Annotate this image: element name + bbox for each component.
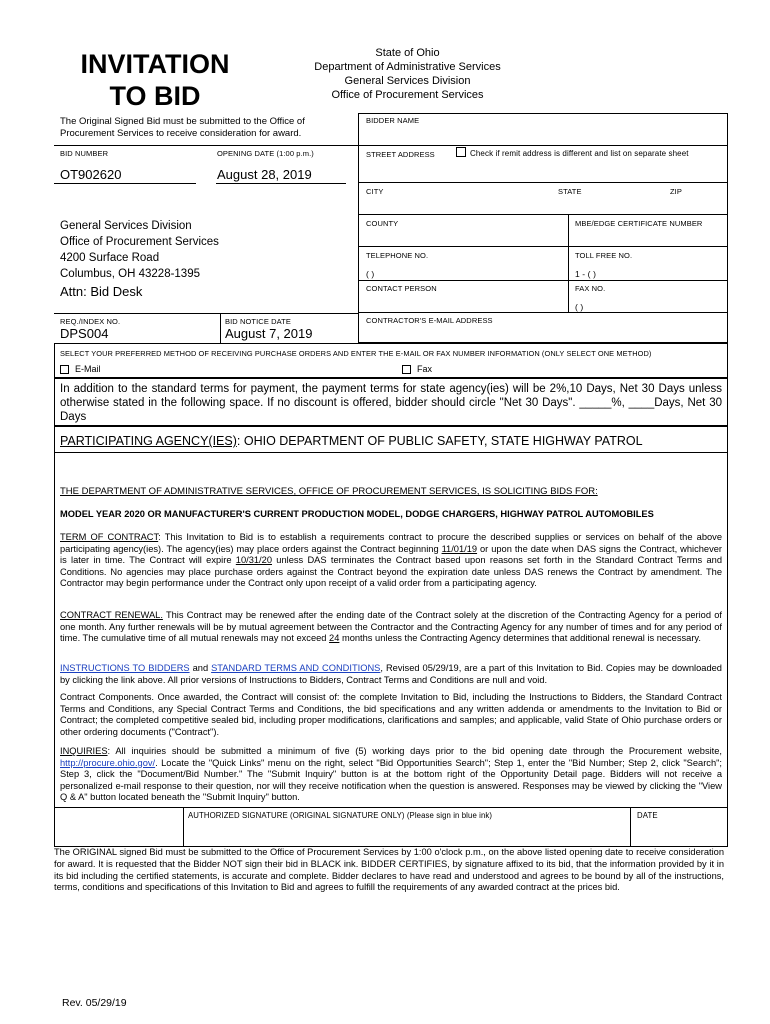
footer-certification: The ORIGINAL signed Bid must be submitted to the Office of Procurement Services by 1:00 o'clock p.m., on the above listed opening date to receive consideration for award. It is requested that the Bidder NOT sign their bid in BLACK ink. BIDDER CERTIFIES, by signature affixed to its bid, that the information provided by it in its bid including the certified statements, is accurate and complete. Bidder declares to have read and understood and agrees to be bound by all of the instructions, terms, conditions and specifications of this Invitation to Bid and agrees to fulfill the requirements of any awarded contract at the prices bid.	[54, 847, 724, 893]
renewal-text-2: months unless the Contracting Agency determines that additional renewal is necessary.	[339, 633, 701, 644]
state-label: STATE	[558, 187, 582, 196]
contact-person-field[interactable]	[362, 293, 564, 310]
renewal-months: 24	[329, 633, 340, 644]
model-description: MODEL YEAR 2020 OR MANUFACTURER'S CURRENT PRODUCTION MODEL, DODGE CHARGERS, HIGHWAY PATROL AUTOMOBILES	[60, 509, 654, 519]
bid-number: OT902620	[60, 167, 122, 182]
participating-agencies	[60, 434, 643, 448]
instructions-paragraph	[60, 663, 722, 686]
term-start-date: 11/01/19	[441, 543, 478, 554]
renewal-heading: CONTRACT RENEWAL.	[60, 610, 163, 620]
toll-free-field[interactable]: 1 - ( )	[575, 269, 597, 279]
term-text-3: unless DAS terminates the Contract based upon reasons set forth in the Standard Contract Terms and Conditions. No agencies may place purchase orders against the Contract beyond the expiration date unless DAS renews the Contract by amendment. The Contractor may begin performance under the Contract only upon receipt of a valid order from a participating agency.	[60, 555, 722, 589]
mbe-label: MBE/EDGE CERTIFICATE NUMBER	[575, 219, 703, 228]
toll-free-label: TOLL FREE NO.	[575, 251, 633, 260]
term-end-date: 10/31/20	[235, 555, 272, 566]
county-label: COUNTY	[366, 219, 399, 228]
contract-renewal	[60, 610, 722, 645]
contact-person-label: CONTACT PERSON	[366, 284, 437, 293]
renewal-text-1: This Contract may be renewed after the ending date of the Contract solely at the discretion of the Contracting Agency for a period of one month. Any further renewals will be by mutual agreement between the Contractor and the Contracting Agency for any number of times and for any period of time. The cumulative time of all mutual renewals may not exceed	[60, 610, 722, 644]
term-of-contract	[60, 532, 722, 590]
address-line-4: Columbus, OH 43228-1395	[60, 268, 200, 280]
date-label: DATE	[637, 811, 658, 820]
agency-line-3: General Services Division	[344, 75, 471, 87]
inquiries-text-2: . Locate the "Quick Links" menu on the right, select "Bid Opportunities Search"; Step 1, enter the "Bid Number; Step 2, click "Search"; Step 3, click the "Document/Bid Number." The "Submit Inquiry" button is at the bottom right of the Opportunity Detail page. Bidders will not receive a personalized e-mail response to their question, nor will they receive notification when the question is answered. Responses may be viewed by clicking the "View Q & A" button located beneath the "Submit Inquiry" button.	[60, 757, 722, 803]
fax-option[interactable]	[402, 364, 432, 374]
mbe-field[interactable]	[572, 228, 724, 244]
req-index-value: DPS004	[60, 326, 109, 341]
county-field[interactable]	[362, 228, 564, 244]
opening-date-label: OPENING DATE (1:00 p.m.)	[217, 149, 314, 158]
address-line-1: General Services Division	[60, 220, 192, 232]
email-option[interactable]	[60, 364, 101, 374]
contract-components: Contract Components. Once awarded, the Contract will consist of: the complete Invitation to Bid, including the Instructions to Bidders, the Standard Contract Terms and Conditions, any Special Contract Terms and Conditions, the bid specifications and any written addenda or amendments to the Invitation to Bid or Contract; the completed competitive sealed bid, including proper modifications, clarifications and samples; and applicable, valid State of Ohio purchase orders or other ordering documents ("Contract").	[60, 692, 722, 737]
bid-notice-date: August 7, 2019	[225, 326, 313, 341]
instructions-text: , Revised 05/29/19, are a part of this Invitation to Bid. Copies may be downloaded by clicking the link above. All prior versions of Instructions to Bidders, Contract Terms and Conditions are null and void.	[60, 663, 722, 685]
req-index-label: REQ./INDEX NO.	[60, 317, 121, 326]
agency-line-2: Department of Administrative Services	[314, 61, 501, 73]
title-line-1: INVITATION	[80, 49, 230, 79]
bid-notice-label: BID NOTICE DATE	[225, 317, 291, 326]
instructions-link[interactable]: INSTRUCTIONS TO BIDDERS	[60, 663, 190, 673]
bidder-name-label: BIDDER NAME	[366, 116, 420, 125]
inquiries-text-1: : All inquiries should be submitted a minimum of five (5) working days prior to the bid opening date through the Procurement website,	[107, 746, 722, 756]
address-line-3: 4200 Surface Road	[60, 252, 160, 264]
participating-value: OHIO DEPARTMENT OF PUBLIC SAFETY, STATE HIGHWAY PATROL	[243, 434, 643, 448]
email-checkbox[interactable]	[60, 365, 69, 374]
opening-date: August 28, 2019	[217, 167, 312, 182]
remit-label: Check if remit address is different and list on separate sheet	[470, 149, 689, 158]
term-text-1: : This Invitation to Bid is to establish a requirements contract to procure the described supplies or services on behalf of the above participating agency(ies). The agency(ies) may place orders against the Contract beginning	[60, 532, 722, 554]
procure-website-link[interactable]: http://procure.ohio.gov/	[60, 757, 156, 768]
agency-line-1: State of Ohio	[375, 47, 440, 59]
title-line-2: TO BID	[109, 81, 201, 111]
fax-option-label: Fax	[417, 364, 433, 374]
payment-terms: In addition to the standard terms for payment, the payment terms for state agency(ies) will be 2%,10 Days, Net 30 Days unless otherwise stated in the following space. If no discount is offered, bidder should circle "Net 30 Days". _____%, ____Days, Net 30 Days	[60, 383, 722, 423]
remit-checkbox[interactable]	[456, 147, 466, 157]
email-address-field[interactable]	[362, 325, 724, 341]
fax-field[interactable]: ( )	[575, 302, 584, 312]
participating-label: PARTICIPATING AGENCY(IES)	[60, 434, 237, 448]
participating-colon: :	[236, 434, 241, 448]
soliciting-heading: THE DEPARTMENT OF ADMINISTRATIVE SERVICES, OFFICE OF PROCUREMENT SERVICES, IS SOLICITING BIDS FOR:	[60, 486, 598, 497]
date-field[interactable]	[634, 822, 724, 844]
city-label: CITY	[366, 187, 384, 196]
instructions-and: and	[189, 663, 212, 673]
attn-line: Attn: Bid Desk	[60, 284, 143, 299]
signature-field[interactable]	[186, 822, 626, 844]
term-heading: TERM OF CONTRACT	[60, 532, 159, 542]
agency-line-4: Office of Procurement Services	[331, 89, 484, 101]
fax-checkbox[interactable]	[402, 365, 411, 374]
revision-date: Rev. 05/29/19	[62, 997, 127, 1009]
original-bid-note: The Original Signed Bid must be submitted to the Office of Procurement Services to receive consideration for award.	[60, 116, 305, 139]
telephone-label: TELEPHONE NO.	[366, 251, 429, 260]
bid-number-label: BID NUMBER	[60, 149, 109, 158]
term-text-2: or upon the date when DAS signs the Contract, whichever is later in time. The Contract will expire	[60, 543, 723, 566]
telephone-field[interactable]: ( )	[366, 269, 375, 279]
zip-label: ZIP	[670, 187, 682, 196]
street-address-field[interactable]	[362, 159, 724, 180]
fax-label: FAX NO.	[575, 284, 606, 293]
bidder-name-field[interactable]	[362, 124, 724, 143]
terms-conditions-link[interactable]: STANDARD TERMS AND CONDITIONS	[211, 663, 381, 673]
city-state-zip-field[interactable]	[362, 196, 724, 212]
signature-label: AUTHORIZED SIGNATURE (ORIGINAL SIGNATURE ONLY) (Please sign in blue ink)	[188, 811, 493, 820]
email-address-label: CONTRACTOR'S E-MAIL ADDRESS	[366, 316, 493, 325]
email-option-label: E-Mail	[75, 364, 101, 374]
method-instruction: SELECT YOUR PREFERRED METHOD OF RECEIVING PURCHASE ORDERS AND ENTER THE E-MAIL OR FAX NUMBER INFORMATION (ONLY SELECT ONE METHOD)	[60, 349, 652, 358]
street-address-label: STREET ADDRESS	[366, 150, 435, 159]
inquiries	[60, 746, 722, 804]
inquiries-heading: INQUIRIES	[60, 746, 108, 756]
address-line-2: Office of Procurement Services	[60, 236, 219, 248]
